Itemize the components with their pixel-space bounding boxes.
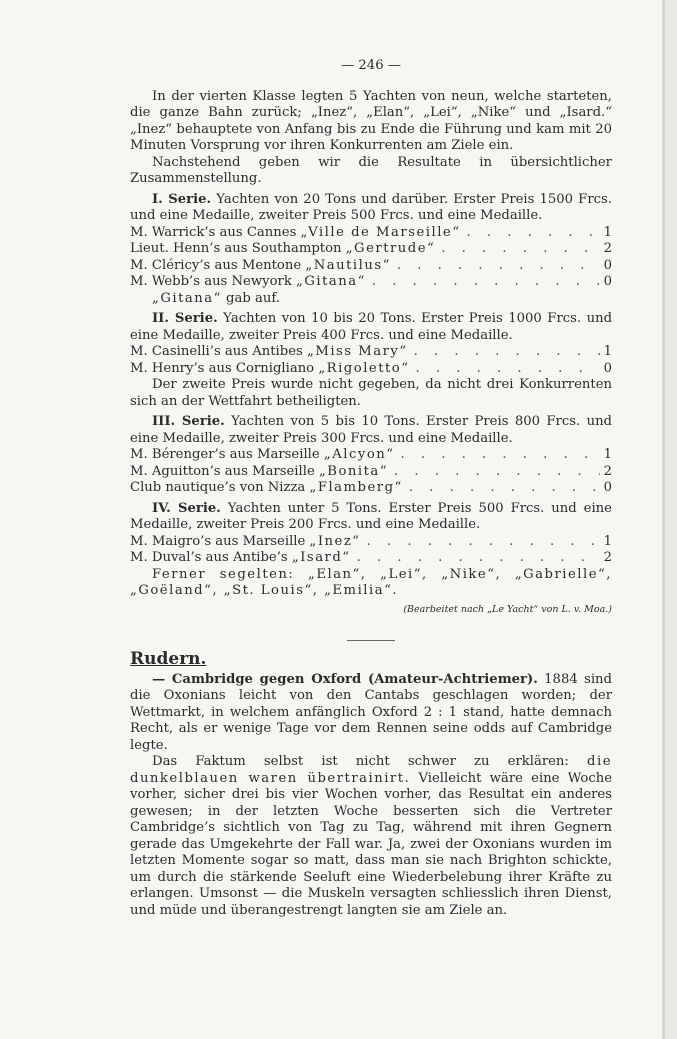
result-owner: M. Bérenger’s aus Marseille	[130, 447, 324, 462]
intro-paragraph: In der vierten Klasse legten 5 Yachten von neun, welche starteten, die ganze Bahn zurück; „Inez“, „Elan“, „Lei“, „Nike“ und „Isard.“ „Inez“ behauptete von Anfang bis zu Ende die Führung und kam mit 20 Minuten Vorsprung vor ihren Konkurrenten am Ziele ein.	[130, 88, 612, 153]
result-place: 0	[603, 257, 612, 273]
result-place: 1	[603, 224, 612, 240]
result-yacht: „Ville de Marseille“	[300, 224, 461, 240]
also-sailed	[130, 566, 612, 615]
source-credit: (Bearbeitet nach „Le Yacht“ von L. v. Moa.)	[403, 603, 612, 615]
dot-leader	[395, 447, 600, 464]
serie-4-description: Yachten unter 5 Tons. Erster Preis 500 Frcs. und eine Medaille, zweiter Preis 200 Frcs. und eine Medaille.	[130, 500, 612, 532]
result-yacht: „Inez“	[309, 533, 361, 549]
result-owner: M. Aguitton’s aus Marseille	[130, 463, 319, 479]
serie-3-heading	[130, 414, 612, 447]
page-content	[130, 58, 612, 919]
also-sailed-block	[130, 567, 612, 619]
serie-1-description: Yachten von 20 Tons und darüber. Erster Preis 1500 Frcs. und eine Medaille, zweiter Preis 500 Frcs. und eine Medaille.	[130, 191, 612, 223]
serie-2-note: Der zweite Preis wurde nicht gegeben, da nicht drei Konkurrenten sich an der Wettfahrt betheiligten.	[130, 377, 612, 409]
intro-results-paragraph: Nachstehend geben wir die Resultate in übersichtlicher Zusammenstellung.	[130, 154, 612, 186]
serie-3-title: III. Serie.	[152, 414, 225, 429]
result-yacht: „Alcyon“	[323, 447, 395, 462]
result-row	[130, 534, 612, 551]
result-owner: M. Duval’s aus Antibe’s	[130, 550, 292, 565]
result-yacht: „Isard“	[291, 550, 351, 565]
result-row	[130, 274, 612, 291]
result-yacht: „Nautilus“	[305, 257, 391, 273]
result-yacht: „Gertrude“	[345, 241, 436, 256]
result-owner: Club nautique’s von Nizza	[130, 480, 310, 495]
result-owner: M. Cléricy’s aus Mentone	[130, 257, 306, 273]
result-place: 0	[603, 274, 612, 289]
result-yacht: „Rigoletto“	[318, 360, 410, 376]
result-row	[130, 258, 612, 275]
result-place: 1	[603, 447, 612, 462]
result-owner: M. Henry’s aus Cornigliano	[130, 360, 319, 376]
serie-1-heading	[130, 192, 612, 225]
result-owner: M. Warrick’s aus Cannes	[130, 224, 301, 240]
rudern-lead-text: 1884 sind die Oxonians leicht von den Cantabs geschlagen worden; der Wettmarkt, in welchem anfänglich Oxford 2 : 1 stand, hatte demnach Recht, als er wenige Tage vor dem Rennen seine odds auf Cambridge legte.	[130, 671, 612, 753]
result-place: 0	[603, 360, 612, 376]
dot-leader	[460, 225, 599, 242]
also-sailed-text: Ferner segelten: „Elan“, „Lei“, „Nike“, „Gabrielle“, „Goëland“, „St. Louis“, „Emilia“.	[130, 566, 612, 598]
result-row	[130, 447, 612, 464]
result-row	[130, 241, 612, 258]
dot-leader	[361, 534, 600, 551]
result-yacht: „Flamberg“	[309, 480, 403, 495]
result-owner: Lieut. Henn’s aus Southampton	[130, 241, 346, 256]
result-place: 2	[603, 463, 612, 479]
rudern-p2-emphasis: die dunkelblauen waren übertrainirt.	[130, 754, 612, 786]
note-text: gab auf.	[221, 290, 280, 306]
dot-leader	[403, 480, 600, 497]
result-yacht: „Bonita“	[318, 463, 389, 479]
serie-4-heading	[130, 501, 612, 534]
rudern-p2-rest: Vielleicht wäre eine Woche vorher, sicher drei bis vier Wochen vorher, das Resultat ein anderes gewesen; in der letzten Woche besserten sich die Vertreter Cambridge’s sichtlich von Tag zu Tag, während mit ihren Gegnern gerade das Umgekehrte der Fall war. Ja, zwei der Oxonians wurden im letzten Momente sogar so matt, dass man sie nach Brighton schickte, um durch die stärkende Seeluft eine Wiederbelebung ihrer Kräfte zu erlangen. Umsonst — die Muskeln versagten schliesslich ihren Dienst, und müde und überangestrengt langten sie am Ziele an.	[130, 770, 613, 918]
result-owner: M. Maigro’s aus Marseille	[130, 533, 310, 549]
result-yacht: „Miss Mary“	[306, 344, 408, 359]
page-number: — 246 —	[341, 58, 401, 73]
serie-1-note	[130, 291, 612, 308]
rudern-p2-start: Das Faktum selbst ist nicht schwer zu erklären:	[152, 754, 588, 769]
dot-leader	[391, 258, 600, 275]
rudern-paragraph-2	[130, 754, 612, 919]
result-place: 2	[603, 550, 612, 565]
result-row	[130, 344, 612, 361]
result-place: 1	[603, 344, 612, 359]
result-row	[130, 480, 612, 497]
dot-leader	[408, 344, 600, 361]
result-place: 2	[603, 241, 612, 256]
serie-2-heading	[130, 311, 612, 344]
serie-2-description: Yachten von 10 bis 20 Tons. Erster Preis 1000 Frcs. und eine Medaille, zweiter Preis 400 Frcs. und eine Medaille.	[130, 311, 613, 343]
serie-1-title: I. Serie.	[152, 191, 212, 207]
result-row	[130, 550, 612, 567]
section-divider	[347, 640, 395, 641]
serie-4-title: IV. Serie.	[152, 500, 221, 516]
dot-leader	[388, 464, 600, 481]
section-title-rudern: Rudern.	[130, 649, 207, 669]
result-row	[130, 225, 612, 242]
serie-2-title: II. Serie.	[152, 311, 218, 326]
result-yacht: „Gitana“	[296, 274, 366, 289]
rudern-lead-heading: — Cambridge gegen Oxford (Amateur-Achtriemer).	[152, 671, 538, 687]
dot-leader	[351, 550, 600, 567]
dot-leader	[366, 274, 600, 291]
note-yacht: „Gitana“	[152, 290, 222, 306]
result-place: 0	[603, 480, 612, 495]
dot-leader	[435, 241, 599, 258]
result-owner: M. Webb’s aus Newyork	[130, 274, 297, 289]
rudern-lead-paragraph	[130, 672, 612, 755]
result-row	[130, 464, 612, 481]
serie-3-description: Yachten von 5 bis 10 Tons. Erster Preis 800 Frcs. und eine Medaille, zweiter Preis 300 Frcs. und eine Medaille.	[130, 414, 613, 446]
dot-leader	[410, 361, 600, 378]
result-owner: M. Casinelli’s aus Antibes	[130, 344, 307, 359]
result-place: 1	[603, 533, 612, 549]
result-row	[130, 361, 612, 378]
